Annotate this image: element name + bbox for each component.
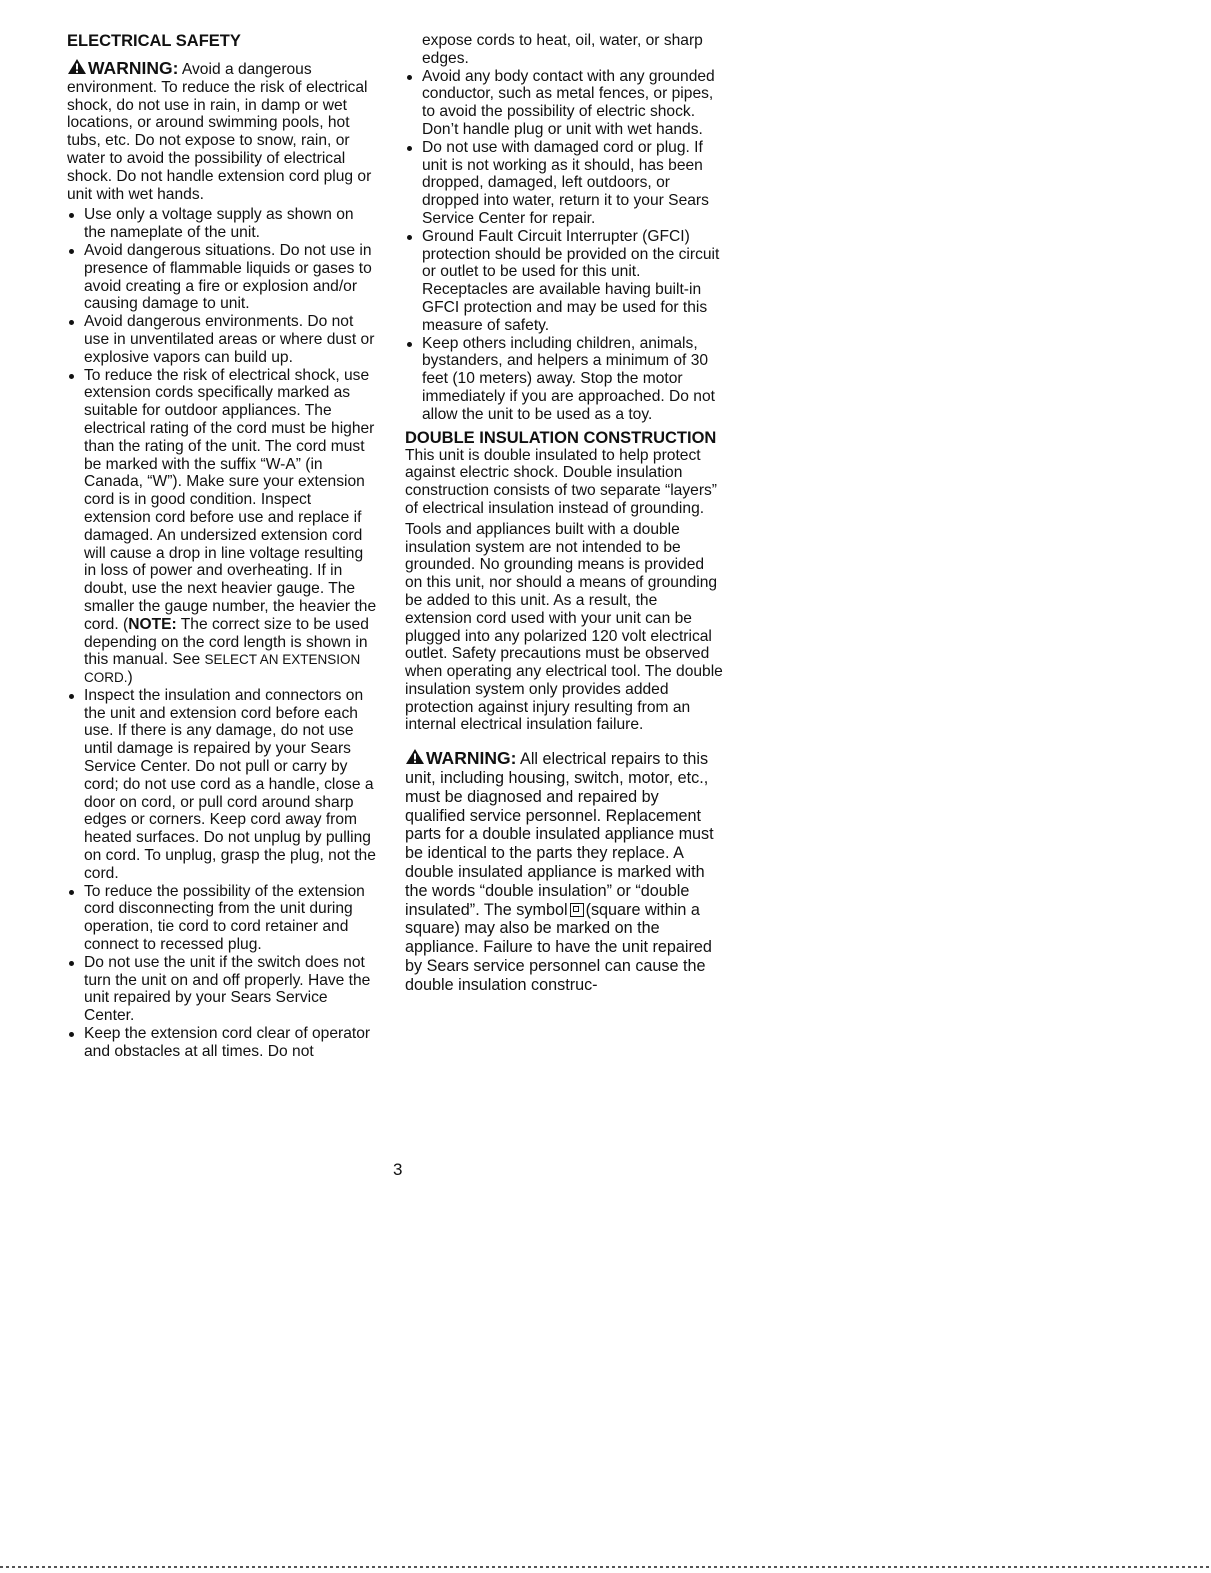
note-open-paren: ( [123,615,129,633]
list-item: Avoid dangerous environments. Do not use in unventilated areas or where dust or explosive vapors can build up. [67,313,379,366]
electrical-safety-heading: ELECTRICAL SAFETY [67,32,241,50]
list-item: Ground Fault Circuit Interrupter (GFCI) protection should be provided on the circuit or outlet to be used for this unit. Receptacles are available having built-in GFCI protection and may be used for this measure of safety. [405,228,723,335]
list-item: Inspect the insulation and connectors on the unit and extension cord before each use. If there is any damage, do not use until damage is repaired by your Sears Service Center. Do not pull or carry by cord; do not use cord as a handle, close a door on cord, or pull cord around sharp edges or corners. Keep cord away from heated surfaces. Do not unplug by pulling on cord. To unplug, grasp the plug, not the cord. [67,687,379,883]
note-close-paren: ) [127,669,133,687]
right-bullet-list [405,68,723,424]
repair-warning-block [405,748,723,994]
page-number: 3 [393,1160,403,1179]
list-item: Do not use the unit if the switch does not turn the unit on and off properly. Have the unit repaired by your Sears Service Center. [67,954,379,1025]
note-text: The correct size to be used depending on the cord length is shown in this manual. See [84,615,369,669]
double-insulation-para-2: Tools and appliances built with a double insulation system are not intended to be grounded. No grounding means is provided on this unit, nor should a means of grounding be added to this unit. As a result, the extension cord used with your unit can be plugged into any polarized 120 volt electrical outlet. Safety precautions must be observed when operating any electrical tool. The double insulation system only provides added protection against injury resulting from an internal electrical insulation failure. [405,520,723,734]
warning-triangle-icon [67,58,87,75]
left-column [67,32,379,1061]
list-item: Keep others including children, animals, bystanders, and helpers a minimum of 30 feet (10 meters) away. Stop the motor immediately if you are approached. Do not allow the unit to be used as a toy. [405,335,723,424]
list-item: Do not use with damaged cord or plug. If unit is not working as it should, has been dropped, damaged, left outdoors, or dropped into water, return it to your Sears Service Center for repair. [405,139,723,228]
extension-cord-item [67,367,379,687]
extension-cord-text: To reduce the risk of electrical shock, use extension cords specifically marked as suitable for outdoor appliances. The electrical rating of the cord must be higher than the rating of the unit. The cord must be marked with the suffix “W-A” (in Canada, “W”). Make sure your extension cord is in good condition. Inspect extension cord before use and replace if damaged. An undersized extension cord will cause a drop in line voltage resulting in loss of power and overheating. If in doubt, use the next heavier gauge. The smaller the gauge number, the heavier the cord. [84,366,377,633]
warning-block [67,58,379,203]
double-square-icon [570,903,584,917]
repair-warning-text-continued: (square within a square) may also be marked on the appliance. Failure to have the unit repaired by Sears service personnel can cause the double insulation construc- [405,900,712,994]
double-insulation-heading: DOUBLE INSULATION CONSTRUCTION [405,428,717,447]
warning-text: Avoid a dangerous environment. To reduce the risk of electrical shock, do not use in rain, in damp or wet locations, or around swimming pools, hot tubs, etc. Do not expose to snow, rain, or water to avoid the possibility of electrical shock. Do not handle extension cord plug or unit with wet hands. [67,61,372,203]
double-insulation-para-1: This unit is double insulated to help protect against electric shock. Double insulation construction consists of two separate “layers” of electrical insulation instead of grounding. [405,446,718,517]
continuation-text: expose cords to heat, oil, water, or sharp edges. [422,32,703,67]
warning-label: WARNING: [426,748,517,769]
warning-label: WARNING: [88,58,179,78]
list-item: To reduce the possibility of the extension cord disconnecting from the unit during operation, tie cord to cord retainer and connect to recessed plug. [67,883,379,954]
bottom-dotted-rule [0,1566,1211,1568]
list-item: Keep the extension cord clear of operator and obstacles at all times. Do not [67,1025,379,1061]
list-item: Avoid dangerous situations. Do not use in presence of flammable liquids or gases to avoid creating a fire or explosion and/or causing damage to unit. [67,242,379,313]
safety-bullet-list [67,206,379,1060]
list-item: Use only a voltage supply as shown on the nameplate of the unit. [67,206,379,242]
warning-triangle-icon [405,748,425,765]
repair-warning-text: All electrical repairs to this unit, including housing, switch, motor, etc., must be diagnosed and repaired by qualified service personnel. Replacement parts for a double insulated appliance must be identical to the parts they replace. A double insulated appliance is marked with the words “double insulation” or “double insulated”. The symbol [405,750,714,919]
list-item: Avoid any body contact with any grounded conductor, such as metal fences, or pipes, to avoid the possibility of electric shock. Don’t handle plug or unit with wet hands. [405,68,723,139]
note-reference: SELECT AN EXTENSION CORD. [84,652,361,686]
right-column [405,32,723,998]
note-label: NOTE: [128,615,177,633]
